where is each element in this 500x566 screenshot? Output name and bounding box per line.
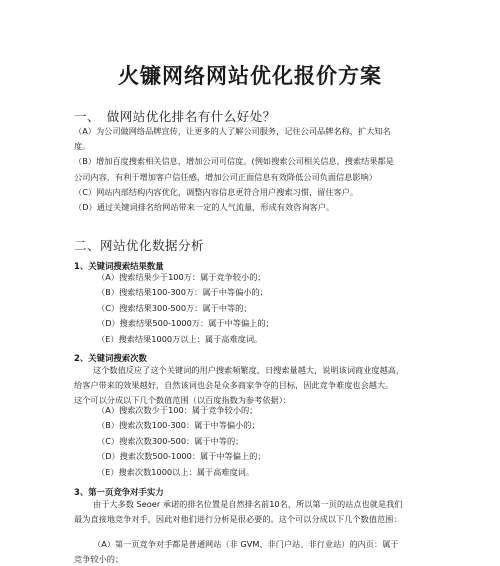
section-1-body bbox=[74, 124, 430, 215]
list-item: （D）搜索结果500-1000万：属于中等偏上的； bbox=[97, 318, 274, 329]
subsection-2-list bbox=[97, 403, 266, 480]
section-1-line: （B）增加百度搜索相关信息，增加公司可信度。(例如搜索公司相关信息，搜索结果都是 bbox=[74, 156, 394, 167]
list-item: （C）搜索结果300-500万：属于中等的； bbox=[97, 302, 252, 313]
list-item: （A）搜索结果少于100万：属于竞争较小的； bbox=[97, 272, 266, 282]
subsection-2-heading: 2、关键词搜索次数 bbox=[74, 353, 147, 363]
subsection-3-heading: 3、第一页竞争对手实力 bbox=[74, 487, 164, 497]
subsection-3-line: 由于大多数 Seoer 承诺的排名位置是自然排名前10名，所以第一页的站点也就是我们 bbox=[93, 499, 403, 509]
list-item: （B）搜索结果100-300万：属于中等偏小的； bbox=[97, 287, 268, 298]
section-1-line: （C）网站内部结构内容优化，调整内容信息更符合用户搜索习惯，留住客户。 bbox=[74, 186, 359, 197]
section-1-line: （A）为公司做网络品牌宣传，让更多的人了解公司服务，记住公司品牌名称，扩大知名 bbox=[74, 126, 391, 136]
list-item: （E）搜索结果1000万以上：属于高难度词。 bbox=[97, 333, 263, 344]
list-item: （E）搜索次数1000以上：属于高难度词。 bbox=[97, 466, 255, 477]
subsection-3-item-line: （A）第一页竞争对手都是普通网站（非 GVM、非门户站、非行业站）的内页：属于 bbox=[93, 539, 399, 549]
section-1-line: 度。 bbox=[74, 141, 91, 152]
document-title: 火镰网络网站优化报价方案 bbox=[118, 63, 382, 88]
subsection-1-heading: 1、关键词搜索结果数量 bbox=[74, 261, 164, 271]
subsection-3-item bbox=[74, 537, 430, 566]
subsection-3-line: 最为直接地竞争对手，因此对他们进行分析是很必要的。这个可以分成以下几个数值范围： bbox=[74, 514, 402, 525]
section-1-heading: 一、 做网站优化排名有什么好处？ bbox=[74, 109, 276, 124]
subsection-3-item-line: 竞争较小的； bbox=[74, 554, 124, 565]
subsection-2-line: 给客户带来的效果越好，自然该词也会是众多商家争夺的目标，因此竞争难度也会越大。 bbox=[74, 380, 394, 391]
section-2-heading: 二、网站优化数据分析 bbox=[74, 238, 205, 253]
subsection-1-list bbox=[97, 270, 274, 347]
list-item: （C）搜索次数300-500：属于中等的； bbox=[97, 435, 244, 446]
list-item: （D）搜索次数500-1000：属于中等偏上的； bbox=[97, 451, 266, 462]
section-1-line: （D）通过关键词排名给网站带来一定的人气流量，形成有效咨询客户。 bbox=[74, 202, 335, 213]
list-item: （B）搜索次数100-300：属于中等偏小的； bbox=[97, 420, 260, 431]
subsection-2-body bbox=[74, 363, 430, 409]
subsection-3-body bbox=[74, 497, 430, 527]
section-1-line: 公司内容，有利于增加客户信任感，增加公司正面信息有效降低公司负面信息影响） bbox=[74, 171, 377, 182]
subsection-2-line: 这个可以分成以下几个数值范围（以百度指数为参考依据）： bbox=[74, 395, 291, 406]
list-item: （A）搜索次数少于100：属于竞争较小的； bbox=[97, 405, 258, 415]
subsection-2-line: 这个数值反应了这个关键词的用户搜索频繁度，日搜索量越大，说明该词商业度越高， bbox=[93, 365, 405, 375]
